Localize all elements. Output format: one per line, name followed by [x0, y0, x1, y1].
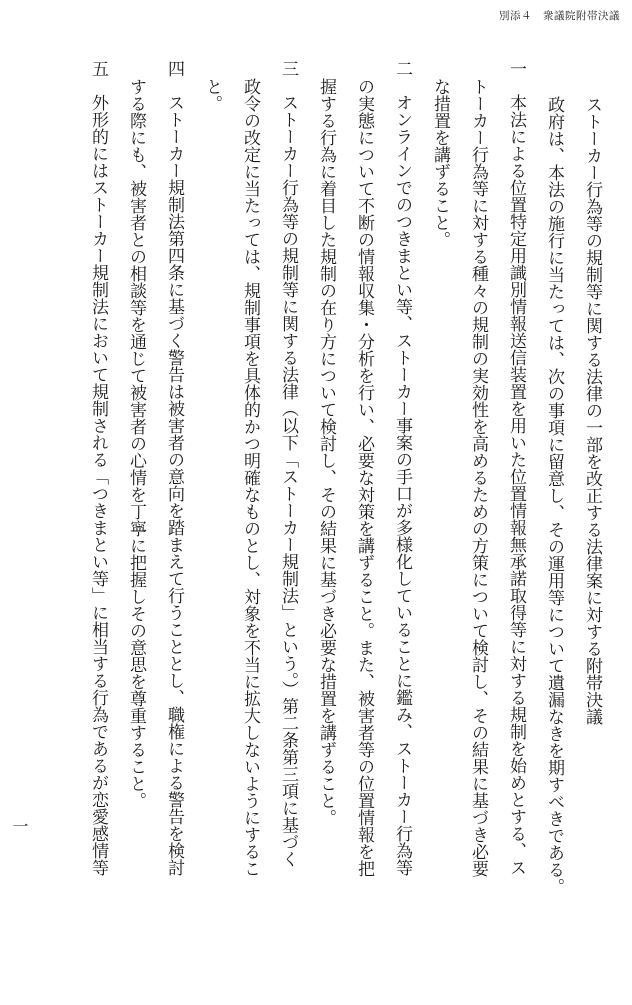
item-4-line-1: 四 ストーカー規制法第四条に基づく警告は被害者の意向を踏まえて行うこととし、職権による警告を検討 — [164, 60, 184, 876]
item-1-line-1: 一 本法による位置特定用識別情報送信装置を用いた位置情報無承諾取得等に対する規制を始めとする、ス — [506, 60, 526, 876]
page-number: 一 — [10, 818, 29, 834]
item-1-line-3: な措置を講ずること。 — [430, 78, 450, 248]
intro-paragraph: 政府は、本法の施行に当たっては、次の事項に留意し、その運用等について遺漏なきを期すべきである。 — [544, 96, 564, 895]
item-2-line-3: 握する行為に着目した規制の在り方について検討し、その結果に基づき必要な措置を講ずること。 — [316, 78, 336, 826]
item-5-line-1: 五 外形的にはストーカー規制法において規制される「つきまとい等」に相当する行為であるが恋愛感情等 — [88, 60, 108, 876]
document-title: ストーカー行為等の規制等に関する法律の一部を改正する法律案に対する附帯決議 — [582, 96, 602, 725]
item-2-line-2: の実態について不断の情報収集・分析を行い、必要な対策を講ずること。また、被害者等の位置情報を把 — [354, 78, 374, 877]
item-4-line-2: する際にも、被害者との相談等を通じて被害者の心情を丁寧に把握しその意思を尊重すること。 — [126, 78, 146, 809]
item-3-line-2: 政令の改定に当たっては、規制事項を具体的かつ明確なものとし、対象を不当に拡大しないようにするこ — [240, 78, 260, 877]
item-2-line-1: 二 オンラインでのつきまとい等、ストーカー事案の手口が多様化していることに鑑み、ストーカー行為等 — [392, 60, 412, 876]
page-header: 別添４ 衆議院附帯決議 — [499, 10, 620, 22]
item-1-line-2: トーカー行為等に対する種々の規制の実効性を高めるための方策について検討し、その結果に基づき必要 — [468, 78, 488, 877]
item-3-line-3: と。 — [202, 78, 222, 112]
item-3-line-1: 三 ストーカー行為等の規制等に関する法律（以下「ストーカー規制法」という。）第二条第三項に基づく — [278, 60, 298, 868]
